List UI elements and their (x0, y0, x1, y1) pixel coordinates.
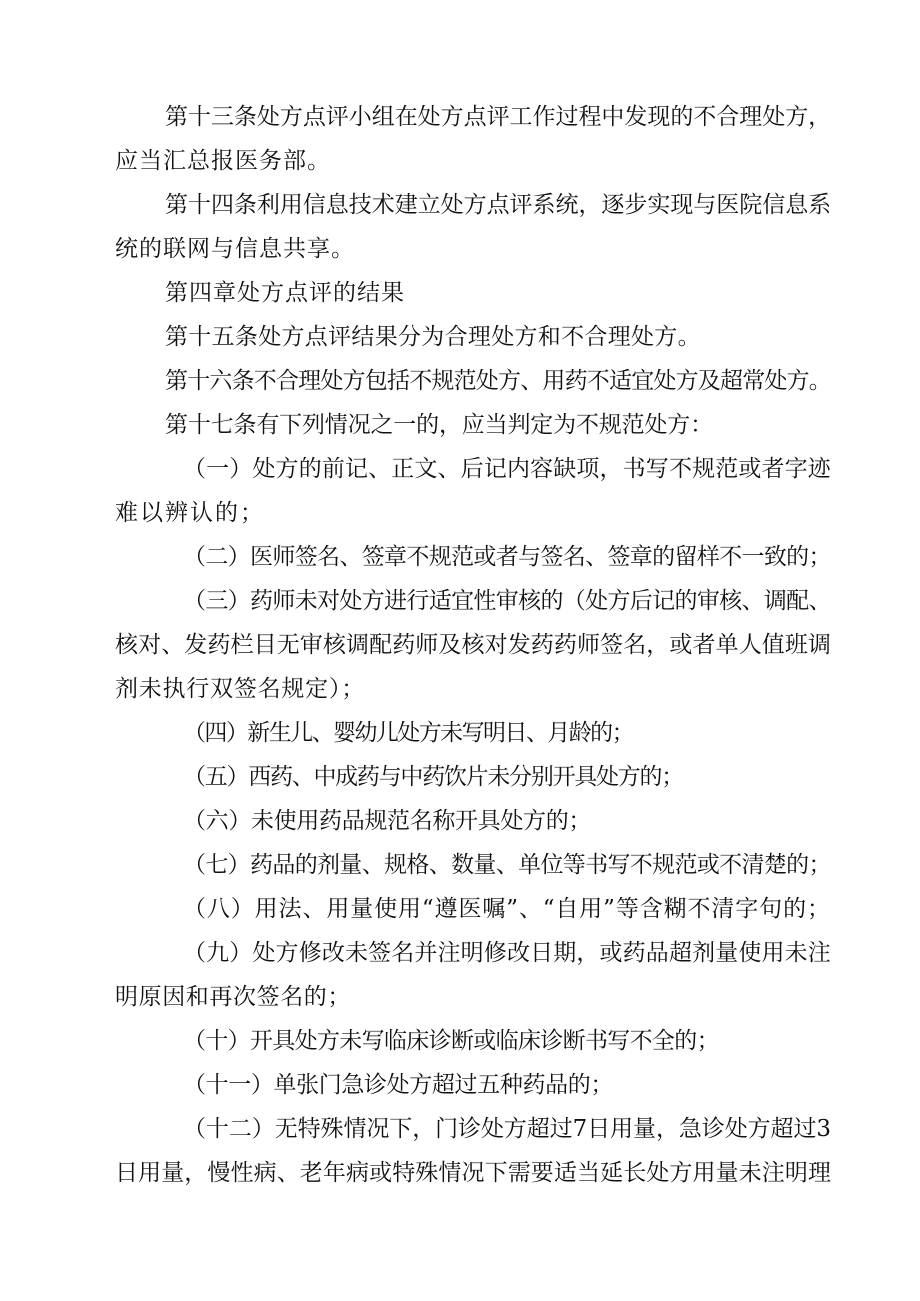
list-item: （八）用法、用量使用“遵医嘱”、“自用”等含糊不清字句的； (183, 896, 831, 922)
list-item: 核对、发药栏目无审核调配药师及核对发药药师签名，或者单人值班调 (115, 632, 832, 658)
list-item: （四）新生儿、婴幼儿处方未写明日、月龄的； (183, 720, 634, 746)
list-item: （九）处方修改未签名并注明修改日期，或药品超剂量使用未注 (183, 940, 831, 966)
text-line: 第十七条有下列情况之一的，应当判定为不规范处方： (165, 412, 713, 438)
text-line: 第十三条处方点评小组在处方点评工作过程中发现的不合理处方， (165, 104, 832, 130)
list-item: （二）医师签名、签章不规范或者与签名、签章的留样不一致的； (183, 544, 831, 570)
text-line: 第十四条利用信息技术建立处方点评系统，逐步实现与医院信息系 (165, 192, 832, 218)
text-line: 第十六条不合理处方包括不规范处方、用药不适宜处方及超常处方。 (165, 368, 832, 394)
list-item: （十）开具处方未写临床诊断或临床诊断书写不全的； (183, 1028, 719, 1054)
text-line: 第十五条处方点评结果分为合理处方和不合理处方。 (165, 324, 701, 350)
list-item: （十一）单张门急诊处方超过五种药品的； (183, 1072, 613, 1098)
list-item: 难以辨认的； (115, 500, 265, 526)
list-item: （六）未使用药品规范名称开具处方的； (183, 808, 592, 834)
list-item: （十二）无特殊情况下，门诊处方超过7日用量，急诊处方超过3 (183, 1116, 831, 1142)
list-item: （五）西药、中成药与中药饮片未分别开具处方的； (183, 764, 684, 790)
text-line: 应当汇总报医务部。 (115, 148, 331, 174)
text-line: 统的联网与信息共享。 (115, 236, 355, 262)
list-item: （一）处方的前记、正文、后记内容缺项，书写不规范或者字迹 (183, 456, 831, 482)
list-item: 明原因和再次签名的； (115, 984, 351, 1010)
list-item: （三）药师未对处方进行适宜性审核的（处方后记的审核、调配、 (183, 588, 831, 614)
chapter-heading: 第四章处方点评的结果 (165, 280, 405, 306)
list-item: 日用量，慢性病、老年病或特殊情况下需要适当延长处方用量未注明理 (115, 1160, 832, 1186)
list-item: 剂未执行双签名规定）； (115, 676, 365, 702)
list-item: （七）药品的剂量、规格、数量、单位等书写不规范或不清楚的； (183, 852, 831, 878)
